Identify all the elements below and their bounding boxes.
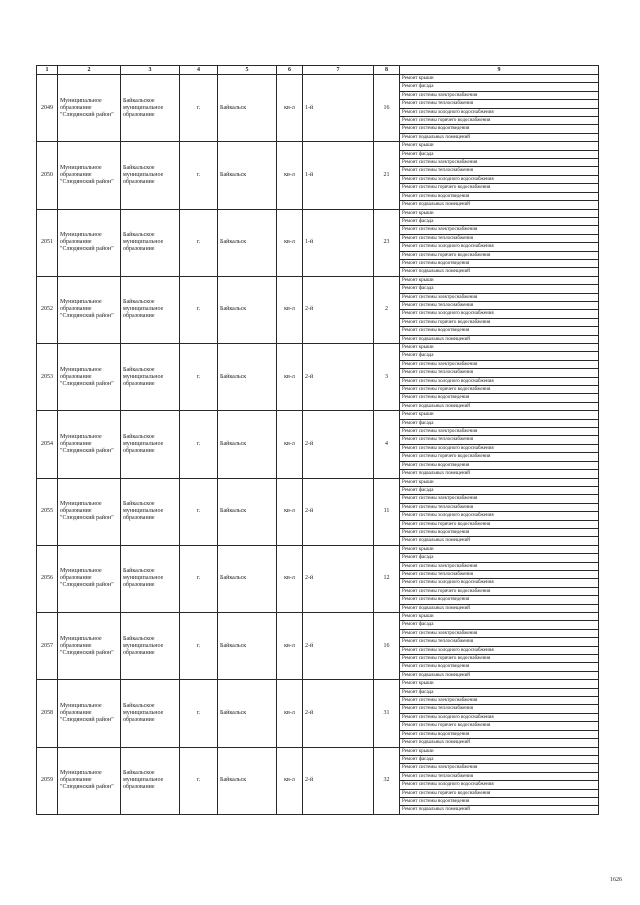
work-type-cell: Ремонт системы электроснабжения	[400, 764, 599, 772]
work-type-cell: Ремонт системы холодного водоснабжения	[400, 444, 599, 452]
settlement-cell: Байкальское муниципальное образование	[121, 75, 180, 142]
work-type-cell: Ремонт системы теплоснабжения	[400, 301, 599, 309]
work-type-cell: Ремонт системы электроснабжения	[400, 428, 599, 436]
work-type-cell: Ремонт крыши	[400, 276, 599, 284]
locality-cell: Байкальск	[218, 545, 277, 612]
house-number-cell: 3	[374, 344, 400, 411]
house-number-cell: 21	[374, 142, 400, 209]
work-type-cell: Ремонт подвальных помещений	[400, 402, 599, 410]
locality-cell: Байкальск	[218, 209, 277, 276]
table-row	[37, 747, 599, 755]
work-type-cell: Ремонт системы горячего водоснабжения	[400, 184, 599, 192]
house-number-cell: 12	[374, 545, 400, 612]
work-type-cell: Ремонт подвальных помещений	[400, 470, 599, 478]
work-type-cell: Ремонт системы холодного водоснабжения	[400, 713, 599, 721]
work-type-cell: Ремонт подвальных помещений	[400, 671, 599, 679]
settlement-cell: Байкальское муниципальное образование	[121, 613, 180, 680]
street-type-cell: кв-л	[277, 545, 303, 612]
work-type-cell: Ремонт крыши	[400, 545, 599, 553]
table-row	[37, 276, 599, 284]
locality-type-cell: г.	[180, 411, 218, 478]
municipality-cell: Муниципальное образование "Слюдянский район"	[58, 545, 121, 612]
street-type-cell: кв-л	[277, 747, 303, 814]
locality-cell: Байкальск	[218, 613, 277, 680]
work-type-cell: Ремонт системы холодного водоснабжения	[400, 512, 599, 520]
settlement-cell: Байкальское муниципальное образование	[121, 209, 180, 276]
work-type-cell: Ремонт фасада	[400, 688, 599, 696]
house-number-cell: 11	[374, 478, 400, 545]
work-type-cell: Ремонт фасада	[400, 486, 599, 494]
house-number-cell: 31	[374, 680, 400, 747]
work-type-cell: Ремонт системы холодного водоснабжения	[400, 310, 599, 318]
settlement-cell: Байкальское муниципальное образование	[121, 344, 180, 411]
work-type-cell: Ремонт системы электроснабжения	[400, 562, 599, 570]
work-type-cell: Ремонт крыши	[400, 75, 599, 83]
locality-type-cell: г.	[180, 545, 218, 612]
work-type-cell: Ремонт подвальных помещений	[400, 268, 599, 276]
locality-type-cell: г.	[180, 478, 218, 545]
work-type-cell: Ремонт системы горячего водоснабжения	[400, 386, 599, 394]
work-type-cell: Ремонт крыши	[400, 747, 599, 755]
house-number-cell: 32	[374, 747, 400, 814]
locality-cell: Байкальск	[218, 142, 277, 209]
municipality-cell: Муниципальное образование "Слюдянский район"	[58, 478, 121, 545]
street-cell: 1-й	[303, 75, 374, 142]
settlement-cell: Байкальское муниципальное образование	[121, 142, 180, 209]
work-type-cell: Ремонт системы водоотведения	[400, 192, 599, 200]
work-type-cell: Ремонт системы теплоснабжения	[400, 436, 599, 444]
record-number: 2057	[37, 613, 58, 680]
work-type-cell: Ремонт системы электроснабжения	[400, 697, 599, 705]
work-type-cell: Ремонт системы горячего водоснабжения	[400, 117, 599, 125]
work-type-cell: Ремонт системы водоотведения	[400, 461, 599, 469]
street-type-cell: кв-л	[277, 276, 303, 343]
table-row	[37, 478, 599, 486]
work-type-cell: Ремонт подвальных помещений	[400, 133, 599, 141]
locality-cell: Байкальск	[218, 478, 277, 545]
settlement-cell: Байкальское муниципальное образование	[121, 276, 180, 343]
work-type-cell: Ремонт подвальных помещений	[400, 739, 599, 747]
locality-cell: Байкальск	[218, 680, 277, 747]
work-type-cell: Ремонт системы теплоснабжения	[400, 167, 599, 175]
table-row	[37, 411, 599, 419]
table-row	[37, 613, 599, 621]
street-type-cell: кв-л	[277, 75, 303, 142]
settlement-cell: Байкальское муниципальное образование	[121, 478, 180, 545]
locality-type-cell: г.	[180, 747, 218, 814]
work-type-cell: Ремонт системы водоотведения	[400, 528, 599, 536]
work-type-cell: Ремонт фасада	[400, 621, 599, 629]
street-type-cell: кв-л	[277, 613, 303, 680]
header-col-7: 7	[303, 66, 374, 75]
street-type-cell: кв-л	[277, 411, 303, 478]
work-type-cell: Ремонт системы электроснабжения	[400, 629, 599, 637]
work-type-cell: Ремонт системы холодного водоснабжения	[400, 579, 599, 587]
housing-repair-table	[36, 65, 599, 815]
street-type-cell: кв-л	[277, 209, 303, 276]
settlement-cell: Байкальское муниципальное образование	[121, 411, 180, 478]
work-type-cell: Ремонт системы холодного водоснабжения	[400, 243, 599, 251]
table-row	[37, 545, 599, 553]
street-type-cell: кв-л	[277, 680, 303, 747]
municipality-cell: Муниципальное образование "Слюдянский район"	[58, 613, 121, 680]
table-body	[37, 75, 599, 815]
locality-type-cell: г.	[180, 142, 218, 209]
work-type-cell: Ремонт системы горячего водоснабжения	[400, 520, 599, 528]
record-number: 2054	[37, 411, 58, 478]
municipality-cell: Муниципальное образование "Слюдянский район"	[58, 411, 121, 478]
work-type-cell: Ремонт системы горячего водоснабжения	[400, 318, 599, 326]
locality-type-cell: г.	[180, 680, 218, 747]
street-cell: 2-й	[303, 680, 374, 747]
record-number: 2051	[37, 209, 58, 276]
locality-type-cell: г.	[180, 209, 218, 276]
work-type-cell: Ремонт системы водоотведения	[400, 259, 599, 267]
header-col-6: 6	[277, 66, 303, 75]
work-type-cell: Ремонт фасада	[400, 150, 599, 158]
header-col-9: 9	[400, 66, 599, 75]
street-cell: 1-й	[303, 142, 374, 209]
work-type-cell: Ремонт системы горячего водоснабжения	[400, 453, 599, 461]
street-cell: 2-й	[303, 545, 374, 612]
work-type-cell: Ремонт системы теплоснабжения	[400, 234, 599, 242]
locality-type-cell: г.	[180, 75, 218, 142]
work-type-cell: Ремонт фасада	[400, 755, 599, 763]
header-col-1: 1	[37, 66, 58, 75]
street-cell: 2-й	[303, 478, 374, 545]
header-col-3: 3	[121, 66, 180, 75]
record-number: 2058	[37, 680, 58, 747]
street-cell: 2-й	[303, 344, 374, 411]
work-type-cell: Ремонт крыши	[400, 142, 599, 150]
house-number-cell: 16	[374, 75, 400, 142]
work-type-cell: Ремонт системы теплоснабжения	[400, 503, 599, 511]
work-type-cell: Ремонт системы холодного водоснабжения	[400, 108, 599, 116]
settlement-cell: Байкальское муниципальное образование	[121, 680, 180, 747]
work-type-cell: Ремонт крыши	[400, 613, 599, 621]
work-type-cell: Ремонт подвальных помещений	[400, 201, 599, 209]
locality-cell: Байкальск	[218, 747, 277, 814]
municipality-cell: Муниципальное образование "Слюдянский район"	[58, 344, 121, 411]
work-type-cell: Ремонт системы электроснабжения	[400, 293, 599, 301]
work-type-cell: Ремонт системы горячего водоснабжения	[400, 251, 599, 259]
work-type-cell: Ремонт крыши	[400, 680, 599, 688]
municipality-cell: Муниципальное образование "Слюдянский район"	[58, 747, 121, 814]
work-type-cell: Ремонт системы водоотведения	[400, 394, 599, 402]
work-type-cell: Ремонт системы водоотведения	[400, 797, 599, 805]
record-number: 2053	[37, 344, 58, 411]
locality-cell: Байкальск	[218, 75, 277, 142]
work-type-cell: Ремонт фасада	[400, 419, 599, 427]
record-number: 2050	[37, 142, 58, 209]
work-type-cell: Ремонт системы электроснабжения	[400, 495, 599, 503]
header-col-8: 8	[374, 66, 400, 75]
work-type-cell: Ремонт системы водоотведения	[400, 663, 599, 671]
table-row	[37, 75, 599, 83]
work-type-cell: Ремонт системы холодного водоснабжения	[400, 377, 599, 385]
municipality-cell: Муниципальное образование "Слюдянский район"	[58, 75, 121, 142]
house-number-cell: 4	[374, 411, 400, 478]
work-type-cell: Ремонт системы теплоснабжения	[400, 705, 599, 713]
work-type-cell: Ремонт системы электроснабжения	[400, 360, 599, 368]
street-type-cell: кв-л	[277, 142, 303, 209]
work-type-cell: Ремонт системы горячего водоснабжения	[400, 789, 599, 797]
work-type-cell: Ремонт системы холодного водоснабжения	[400, 646, 599, 654]
work-type-cell: Ремонт системы электроснабжения	[400, 159, 599, 167]
work-type-cell: Ремонт подвальных помещений	[400, 537, 599, 545]
house-number-cell: 2	[374, 276, 400, 343]
header-row	[37, 66, 599, 75]
work-type-cell: Ремонт системы теплоснабжения	[400, 772, 599, 780]
municipality-cell: Муниципальное образование "Слюдянский район"	[58, 142, 121, 209]
header-col-4: 4	[180, 66, 218, 75]
work-type-cell: Ремонт крыши	[400, 209, 599, 217]
locality-cell: Байкальск	[218, 411, 277, 478]
work-type-cell: Ремонт крыши	[400, 478, 599, 486]
work-type-cell: Ремонт системы горячего водоснабжения	[400, 722, 599, 730]
street-cell: 1-й	[303, 209, 374, 276]
work-type-cell: Ремонт системы водоотведения	[400, 125, 599, 133]
table-row	[37, 142, 599, 150]
locality-type-cell: г.	[180, 613, 218, 680]
work-type-cell: Ремонт системы теплоснабжения	[400, 100, 599, 108]
page-number: 1626	[610, 877, 622, 883]
street-type-cell: кв-л	[277, 344, 303, 411]
work-type-cell: Ремонт системы теплоснабжения	[400, 570, 599, 578]
locality-type-cell: г.	[180, 344, 218, 411]
work-type-cell: Ремонт системы водоотведения	[400, 327, 599, 335]
locality-cell: Байкальск	[218, 344, 277, 411]
record-number: 2056	[37, 545, 58, 612]
settlement-cell: Байкальское муниципальное образование	[121, 747, 180, 814]
table-row	[37, 209, 599, 217]
record-number: 2052	[37, 276, 58, 343]
house-number-cell: 16	[374, 613, 400, 680]
work-type-cell: Ремонт системы холодного водоснабжения	[400, 781, 599, 789]
work-type-cell: Ремонт фасада	[400, 352, 599, 360]
work-type-cell: Ремонт крыши	[400, 411, 599, 419]
work-type-cell: Ремонт подвальных помещений	[400, 806, 599, 814]
municipality-cell: Муниципальное образование "Слюдянский район"	[58, 680, 121, 747]
municipality-cell: Муниципальное образование "Слюдянский район"	[58, 276, 121, 343]
work-type-cell: Ремонт системы горячего водоснабжения	[400, 587, 599, 595]
street-cell: 2-й	[303, 276, 374, 343]
work-type-cell: Ремонт фасада	[400, 285, 599, 293]
work-type-cell: Ремонт системы теплоснабжения	[400, 638, 599, 646]
header-col-2: 2	[58, 66, 121, 75]
street-type-cell: кв-л	[277, 478, 303, 545]
work-type-cell: Ремонт фасада	[400, 83, 599, 91]
street-cell: 2-й	[303, 411, 374, 478]
header-col-5: 5	[218, 66, 277, 75]
work-type-cell: Ремонт крыши	[400, 344, 599, 352]
record-number: 2049	[37, 75, 58, 142]
work-type-cell: Ремонт подвальных помещений	[400, 604, 599, 612]
work-type-cell: Ремонт фасада	[400, 217, 599, 225]
work-type-cell: Ремонт подвальных помещений	[400, 335, 599, 343]
municipality-cell: Муниципальное образование "Слюдянский район"	[58, 209, 121, 276]
locality-cell: Байкальск	[218, 276, 277, 343]
table-row	[37, 344, 599, 352]
street-cell: 2-й	[303, 747, 374, 814]
work-type-cell: Ремонт системы горячего водоснабжения	[400, 655, 599, 663]
work-type-cell: Ремонт системы водоотведения	[400, 730, 599, 738]
work-type-cell: Ремонт системы электроснабжения	[400, 226, 599, 234]
record-number: 2055	[37, 478, 58, 545]
work-type-cell: Ремонт системы электроснабжения	[400, 91, 599, 99]
table-header	[37, 66, 599, 75]
work-type-cell: Ремонт системы холодного водоснабжения	[400, 175, 599, 183]
work-type-cell: Ремонт системы теплоснабжения	[400, 369, 599, 377]
work-type-cell: Ремонт системы водоотведения	[400, 596, 599, 604]
locality-type-cell: г.	[180, 276, 218, 343]
street-cell: 2-й	[303, 613, 374, 680]
table-row	[37, 680, 599, 688]
settlement-cell: Байкальское муниципальное образование	[121, 545, 180, 612]
record-number: 2059	[37, 747, 58, 814]
work-type-cell: Ремонт фасада	[400, 554, 599, 562]
house-number-cell: 23	[374, 209, 400, 276]
